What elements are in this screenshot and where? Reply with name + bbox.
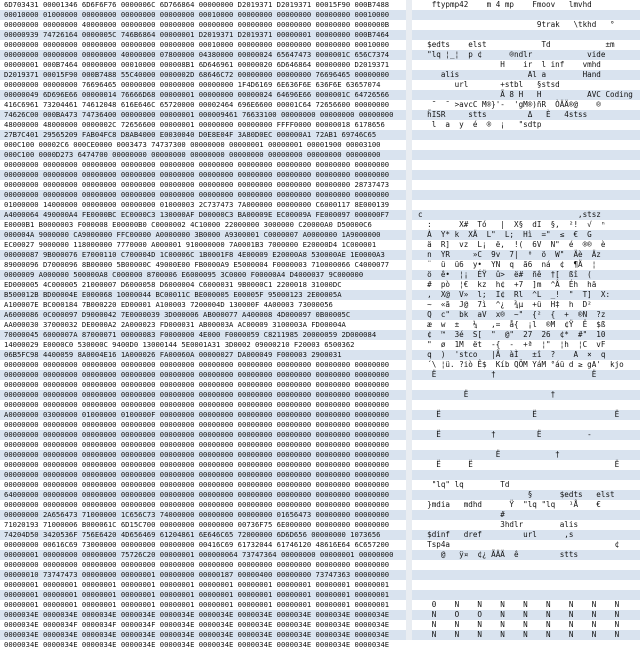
hex-row: 0000034E 0000034F 0000034F 0000034F 0000034E 0000034E 0000034E 0000034E 0000034E 0000034E — [4, 620, 390, 629]
text-row — [412, 130, 640, 140]
text-row — [412, 570, 640, 580]
text-row: 0 N N N N N N N N — [418, 600, 620, 609]
hex-row: 48000000 48000000 0000002C 72656600 00000001 00000000 00000000 FFFF0000 00000018 6178656 — [4, 120, 385, 129]
hex-row: 74626C00 000BA473 74736400 00000000 00000001 000009461 76633100 00000000 00000000 00000000 — [0, 110, 406, 120]
text-row: c ,stsz — [412, 210, 640, 220]
hex-row: 00000000 00000000 40000000 00000000 00000000 00000000 00000000 00000000 00000000 0000000B — [4, 20, 390, 29]
text-row: ˜ ¯ >avcC M®}'- 'gM®)ñR ÒÄÄ®@ ® — [418, 100, 601, 109]
hex-row: 00000000 00000000 00000000 00000000 00000000 00000000 00000000 00000000 00000000 28737473 — [4, 180, 390, 189]
text-row: # — [412, 510, 640, 520]
text-row: $dinf dref url ,s — [412, 530, 640, 540]
text-row — [412, 200, 640, 210]
hex-row: 00000000 00000000 00000000 00000000 00000000 00010000 00000000 00000000 00000000 00010000 — [4, 40, 390, 49]
text-pane[interactable] — [412, 0, 640, 640]
hex-row: 0000034E 0000034E 0000034E 0000034E 0000034E 0000034E 0000034E 0000034E 0000034E 0000034E — [0, 630, 406, 640]
hex-row: 00000000 00000000 00000000 00000000 00000000 00000000 00000000 00000000 00000000 00000000 — [0, 390, 406, 400]
hex-row: 00000000 00000000 00000000 00000000 00000000 00000000 00000000 00000000 00000000 00000000 — [0, 470, 406, 480]
text-row: § $edts elst — [412, 490, 640, 500]
hex-row: 0000034E 0000034E 0000034E 0000034E 0000034E 0000034E 0000034E 0000034E 0000034E 0000034E — [4, 640, 390, 649]
text-row: h̃ISR stts Δ È 4stss — [412, 110, 640, 120]
hex-row: 00000000 00000000 00000000 00000000 00000000 00000000 00000000 00000000 00000000 00000000 — [4, 400, 390, 409]
hex-row: 00010000 01000000 00000000 00000000 00000000 00010000 00000000 00000000 00000000 00010000 — [0, 10, 406, 20]
hex-row: 00000000 00000000 76696465 00000000 00000000 00000000 1F4D6169 6E636F6E 636F6E 63657074 — [4, 80, 381, 89]
text-row: ftypmp42 m 4 mp Fmoov lmvhd — [418, 0, 592, 9]
text-row: Ë † — [412, 450, 640, 460]
hex-row: 000C100 0000D273 6474700 00000000 00000000 00000000 00000000 00000000 00000000 00000000 — [0, 150, 406, 160]
hex-row: 00000000 00000000 00000000 00000000 00000000 00000000 00000000 00000000 00000000 00000000 — [4, 480, 390, 489]
text-row: Ë Ë Ë — [412, 410, 640, 420]
text-row: " ø 1M ët -{ - +ª ¦" ¦h ¦C vF — [418, 340, 606, 349]
text-row — [412, 470, 640, 480]
hex-row: 00000939 74726164 0000005C 746B6864 00000001 D2019371 D2019371 00000001 00000000 000B7464 — [0, 30, 406, 40]
hex-row: 00000000 00000000 00000000 00000000 00000000 00000000 00000000 00000000 00000000 00000000 — [4, 560, 390, 569]
text-row — [412, 170, 640, 180]
text-row: }mdia mdhd Ÿ "lq "lq ¹Å € — [418, 500, 601, 509]
hex-row: 00000000 00000000 00000000 00000000 00000000 00000000 00000000 00000000 00000000 00000000 — [4, 460, 390, 469]
hex-row: E0000B1 B0000003 F000008 E00000B0 C0000002 4C10000 22000000 3000000 C20000A0 D50000C6 — [4, 220, 372, 229]
text-row: , X@ V» l; I¢ Rl ^L _! " T] X: — [412, 290, 640, 300]
hex-row: 74204D50 3420536F 756E6420 4D656469 61204861 6E646C65 72000000 6D6D656 00000000 1073656 — [0, 530, 406, 540]
text-row: alis Al a Hand — [412, 70, 640, 80]
text-row: Ë † — [412, 390, 640, 400]
hex-row: A100007E BC000184 7B000220 ED00001 A100003 7200004D 130000F 4A00003 73000056 — [4, 300, 333, 309]
text-row — [412, 420, 640, 430]
hex-row: 00000000 00000000 00000000 00000000 00000000 00000000 00000000 00000000 00000000 00000000 — [0, 430, 406, 440]
text-row: ´\ ¦ü. ?iò Ê$ Kíb QÖM YáM °áü d ≥ gA' kjo — [418, 360, 624, 369]
text-row: "lq ¦_¦ p ¢ ®ndlr vide — [412, 50, 640, 60]
hex-row: 01000000 14000000 00000000 00000000 01000003 2C737473 7A000000 00000000 C6000117 8E000139 — [4, 200, 390, 209]
text-row — [412, 560, 640, 570]
text-row: ¨ ü ü6 y• YN q ã6 ná ¢ ¶Ä ¦ — [418, 260, 597, 269]
hex-row: 70000045 6000007A 87000071 00000083 F0000000 4E000 F0000059 C8211985 20000059 2D000084 — [0, 330, 406, 340]
text-row: l a y é ® ¡ "sdtp — [418, 120, 542, 129]
hex-row: 00000001 00000000 00000000 75726C20 00000001 000000064 73747364 00000000 00000001 00000000 — [0, 550, 406, 560]
text-row: Q c" bk aV x® ~" {² { + ®N ?z — [412, 310, 640, 320]
hex-row: 00000000 00000000 00000000 00000000 00000000 00000000 00000000 00000000 00000000 00000000 — [4, 420, 390, 429]
hex-row: A0000000 03000000 01000000 0100000F 00000000 00000000 00000000 00000000 00000000 00000000 — [0, 410, 406, 420]
hex-row: 00000000 00000000 00000000 00000000 00000000 00000000 00000000 00000000 00000000 00000000 — [4, 380, 390, 389]
hex-row: 00000087 9B000076 E7000110 C700004D 1C00006C 1B0001F8 4E00009 E20000A8 530000AE 1E0000A3 — [0, 250, 406, 260]
hex-row: 00000001 000B7464 00000000 00010000 000008B1 6D646961 00000020 6D646864 00000000 D2019371 — [4, 60, 390, 69]
hex-row: 00000000 00000000 00000000 00000000 00000000 00000000 00000000 00000000 00000000 00000000 — [4, 160, 390, 169]
hex-row: 00000000 00616C69 73000000 00000000 00000000 00416C69 61732044 61746120 48616E64 6C657200 — [4, 540, 390, 549]
hex-row: EC00027 9000000 118000000 7770000 A000001 910000000 7A0001B3 7000000 E20000D4 1C000001 — [4, 240, 377, 249]
hex-row: B500012B BD00004E E000068 10000044 BC00011C BE000005 E00005F 95000123 2E00005A — [0, 290, 406, 300]
hex-row: 00000049 6D696E66 00000014 76666D68 00000001 00000000 00000024 64696E66 0000001C 64726566 — [0, 90, 406, 100]
text-row: N O O N N N N N N — [412, 610, 640, 620]
hex-row: 71020193 71000006 B000061C 6D15C700 00000000 00000000 00736F75 6E000000 00000000 00000000 — [4, 520, 390, 529]
text-row — [412, 180, 640, 190]
hex-row: 14000029 E0000C0 530000C 9400D0 13000144 5E0001A31 3D0002 09000210 F20003 6500362 — [4, 340, 355, 349]
hex-row: AA000030 37000032 DE0000A2 2A000023 FD000031 AB00003A AC00009 3100003A FD00004A — [4, 320, 346, 329]
text-row: 9trak \tkhd ° — [418, 20, 615, 29]
text-row — [412, 400, 640, 410]
text-row — [412, 160, 640, 170]
text-row: @ ÿ¤ ¢¿ ÃÄÄ ê stts — [412, 550, 640, 560]
text-row: $edts elst Td ±m — [418, 40, 615, 49]
hex-row: 000C100 00002C6 000CE0000 0003473 74737300 00000000 00000001 00000001 00001900 00003100 — [4, 140, 381, 149]
hex-row: 00000001 00000001 00000001 00000001 00000001 00000001 00000001 00000001 00000001 00000001 — [0, 590, 406, 600]
text-row: 3hdlr alis — [418, 520, 579, 529]
text-row — [412, 150, 640, 160]
text-row: n YR »C 9v 7| ⁰ ö W" Äè Äz — [412, 250, 640, 260]
hex-row: 89000096 D7000096 8B00000 5B00000C 49000E00 FB0000A9 E5000004 F0000003 710000066 C4000077 — [4, 260, 390, 269]
hex-row: 000004A 9000000 CA9000000 FFC00000 A0000000 3B0000 A9300001 C0000007 A0000000 1A9000000 — [0, 230, 406, 240]
text-row: N N N N N N N N N — [412, 630, 640, 640]
text-row: ö ê• ¦¡ ÉŸ û> ë# ñê †[ ßî ( — [412, 270, 640, 280]
hex-row: 00000001 00000001 00000001 00000001 00000001 00000001 00000001 00000001 00000001 00000001 — [4, 580, 390, 589]
hex-row: 00000000 00000000 00000000 00000000 00000000 00000000 00000000 00000000 00000000 00000000 — [0, 370, 406, 380]
hex-row: 6D703431 00001346 6D6F6F76 0000006C 6D766864 00000000 D2019371 D2019371 00015F90 000B7488 — [4, 0, 390, 9]
text-row: Ë † Ë - — [412, 430, 640, 440]
text-row — [412, 380, 640, 390]
text-row — [412, 190, 640, 200]
hex-row: 00000000 00000000 00000000 00000000 00000000 00000000 00000000 00000000 00000000 00000000 — [0, 450, 406, 460]
hex-row: 64000000 00000000 00000000 00000000 00000000 00000000 00000000 00000000 00000000 00000000 — [0, 490, 406, 500]
hex-row: 00000010 73747473 00000000 00000001 00000000 00000187 00000400 00000000 73747363 00000000 — [0, 570, 406, 580]
text-row: Ë † Ë — [412, 370, 640, 380]
hex-row: A6000086 0C000097 D9000042 7E0000039 3D000006 AB000077 A400008 4D000097 0B00005C — [0, 310, 406, 320]
hex-row: 416C6961 73204461 74612048 616E646C 65720000 00002464 696E6600 00001C64 72656600 00000000 — [4, 100, 390, 109]
text-row: Ë Ë Ë — [418, 460, 620, 469]
text-row: q ) 'stco |Ã àÌ ±î ? A × q — [412, 350, 640, 360]
hex-row: 00000000 00000000 00000000 40000000 07800000 04380000 00000024 65647473 0000001C 656C7374 — [0, 50, 406, 60]
text-row — [412, 30, 640, 40]
hex-row: 00000000 00000000 00000000 00000000 00000000 00000000 00000000 00000000 00000000 00000000 — [4, 440, 390, 449]
hex-row: 00000000 00000000 00000000 00000000 00000000 00000000 00000000 00000000 00000000 00000000 — [4, 360, 390, 369]
text-row: æ w ± ¼ ,= å{ ¡l ®M ¢Ÿ Ê $ß — [418, 320, 606, 329]
hex-row: A4000064 490000A4 FE0000BC EC0000C3 130000AF D00000C3 BA00009E EC00009A FE000097 000000F7 — [0, 210, 406, 220]
text-row — [412, 10, 640, 20]
hex-row: 00000001 00000001 00000001 00000001 00000001 00000001 00000001 00000001 00000001 00000001 — [4, 600, 390, 609]
hex-row: 00000000 00000000 00000000 00000000 00000000 00000000 00000000 00000000 00000000 00000000 — [4, 500, 390, 509]
hex-row: 06B5FC98 4400059 8A0004E16 1A000026 FA00060A 00000027 DA000049 F000003 2900031 — [0, 350, 406, 360]
text-row: url +stbl §stsd — [418, 80, 560, 89]
text-row — [412, 440, 640, 450]
hex-row: 0000034E 0000034E 0000034E 0000034E 0000034E 0000034E 0000034E 0000034E 0000034E 0000034E — [0, 610, 406, 620]
hex-row: 00000000 00000000 00000000 00000000 00000000 00000000 00000000 00000000 00000000 00000000 — [0, 170, 406, 180]
hex-row: 0000009 A000000 500000A8 C000000 8700006 E6000095 3C0000 F00000A4 D4000037 9C000000 — [0, 270, 406, 280]
hex-row: 27B7C401 29565209 FAB04FC8 D8AB4000 E0030040 D0E8E04F 3A80D0EC 000000A1 72AB1 69746C65 — [0, 130, 406, 140]
hex-row: D2019371 00015F90 000B7488 55C40000 0000002D 68646C72 00000000 00000000 76696465 00000000 — [0, 70, 406, 80]
text-row: "lq" lq Td — [418, 480, 510, 489]
text-row: ~ «ã J@ 7ì ^¿ ¾µ +ü H‡ h D² — [418, 300, 592, 309]
hex-row: 00000000 00000000 00000000 00000000 00000000 00000000 00000000 00000000 00000000 00000000 — [0, 190, 406, 200]
text-row: ä R] vz L¡ ë, !( 6V N" é ®® è — [418, 240, 606, 249]
text-row: Ã 8 H H AVC Coding — [412, 90, 640, 100]
text-row: N N N N N N N N N — [418, 620, 620, 629]
hex-row: 00000000 2A656473 71000000 1C656C73 74000000 00000000 00000000 01656473 00000000 00000000 — [0, 510, 406, 520]
text-row: : X# Tó | X§ dI §, ²! √ ⁿ — [418, 220, 606, 229]
text-row — [412, 580, 640, 590]
text-row: ¢ ™ 3é S[ " @" 27 26 ¢* #" 10 — [412, 330, 640, 340]
text-row: À Y* k XÄ L" L; Hì =" ≤ € G — [412, 230, 640, 240]
text-row: # pò ¦€ kz h¢ +7 ]m ^Â Éh hä — [418, 280, 597, 289]
text-row — [412, 140, 640, 150]
hex-row: ED000005 4C000005 21000007 D6000058 D6000004 C6000031 9B0000C1 2200018 31000DC — [4, 280, 342, 289]
text-row — [412, 590, 640, 600]
text-row: H ir l inf vmhd — [418, 60, 601, 69]
text-row: Tsp4a ¢ — [418, 540, 620, 549]
